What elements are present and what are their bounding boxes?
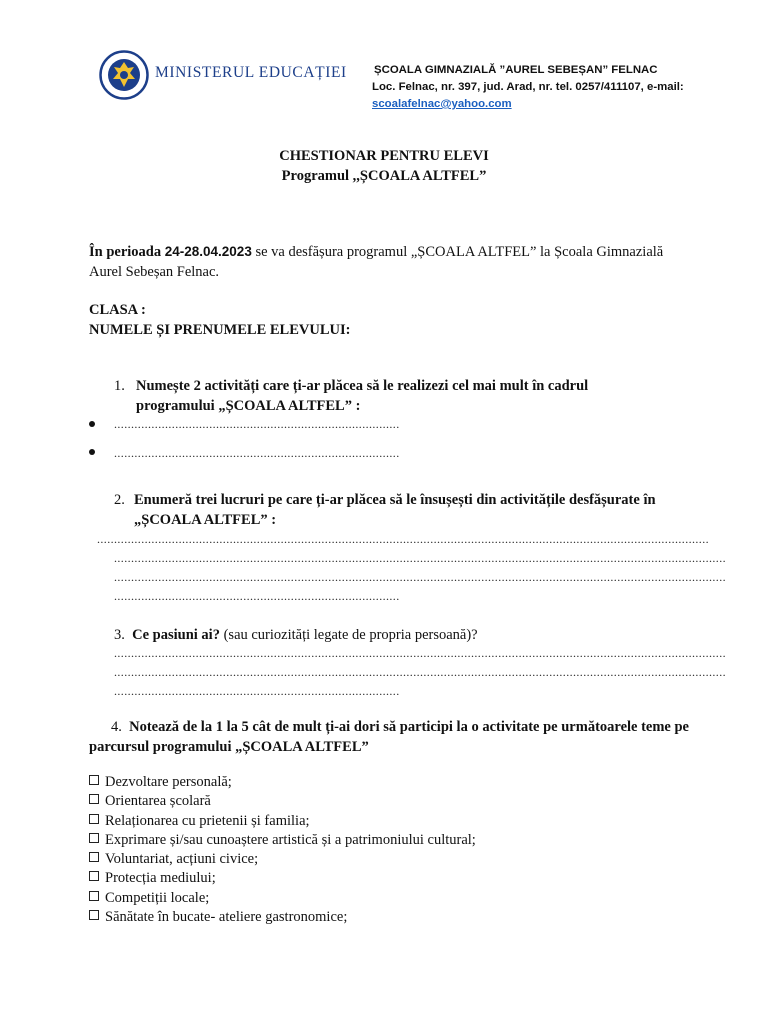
- topic-option[interactable]: Sănătate în bucate- ateliere gastronomice;: [89, 908, 476, 927]
- school-address: Loc. Felnac, nr. 397, jud. Arad, nr. tel. 0257/411107, e-mail:: [372, 81, 684, 93]
- intro-text-start: În perioada: [89, 244, 165, 260]
- document-title: CHESTIONAR PENTRU ELEVI: [279, 148, 489, 164]
- intro-dates: 24-28.04.2023: [164, 244, 252, 259]
- topic-option[interactable]: Competiții locale;: [89, 889, 476, 908]
- topic-option[interactable]: Exprimare și/sau cunoaștere artistică și a patrimoniului cultural;: [89, 831, 476, 850]
- ministry-name: MINISTERUL EDUCAȚIEI: [155, 64, 347, 81]
- checkbox-icon[interactable]: [89, 910, 99, 920]
- topic-options-list: [89, 773, 476, 927]
- question-1-number: 1.: [114, 378, 125, 394]
- question-3-number: 3.: [114, 627, 125, 643]
- class-label: CLASA :: [89, 302, 146, 318]
- question-4-number: 4.: [111, 719, 122, 735]
- question-3-text-bold: Ce pasiuni ai?: [132, 627, 220, 643]
- answer-line[interactable]: ....................................................................................: [114, 417, 400, 431]
- answer-line[interactable]: ....................................................................................................................................................................................: [97, 532, 709, 546]
- ministry-logo: [97, 50, 367, 100]
- topic-option[interactable]: Voluntariat, acțiuni civice;: [89, 850, 476, 869]
- document-subtitle: Programul ,,ȘCOALA ALTFEL”: [281, 168, 487, 184]
- government-seal-icon: [97, 50, 151, 100]
- topic-option[interactable]: Dezvoltare personală;: [89, 773, 476, 792]
- answer-line[interactable]: ....................................................................................................................................................................................: [114, 570, 726, 584]
- question-1: [114, 376, 634, 416]
- answer-line[interactable]: ....................................................................................: [114, 446, 400, 460]
- question-4-text: Notează de la 1 la 5 cât de mult ți-ai dori să participi la o activitate pe următoarele teme pe parcursul programului „ȘCOALA ALTFEL”: [89, 719, 689, 755]
- checkbox-icon[interactable]: [89, 814, 99, 824]
- school-email-link[interactable]: scoalafelnac@yahoo.com: [372, 98, 512, 110]
- school-name: ȘCOALA GIMNAZIALĂ ”AUREL SEBEȘAN” FELNAC: [374, 64, 658, 76]
- school-header: [372, 62, 762, 113]
- topic-option[interactable]: Orientarea școlară: [89, 792, 476, 811]
- checkbox-icon[interactable]: [89, 794, 99, 804]
- question-2-number: 2.: [114, 492, 125, 508]
- intro-paragraph: [89, 242, 689, 282]
- checkbox-icon[interactable]: [89, 871, 99, 881]
- bullet: [89, 449, 95, 455]
- checkbox-icon[interactable]: [89, 891, 99, 901]
- answer-line[interactable]: ....................................................................................................................................................................................: [114, 551, 726, 565]
- bullet: [89, 421, 95, 427]
- answer-line[interactable]: ....................................................................................: [114, 684, 400, 698]
- topic-option[interactable]: Relaționarea cu prietenii și familia;: [89, 812, 476, 831]
- answer-line[interactable]: ....................................................................................................................................................................................: [114, 646, 726, 660]
- answer-line[interactable]: ....................................................................................................................................................................................: [114, 665, 726, 679]
- question-3: [114, 625, 714, 645]
- question-1-text: Numește 2 activități care ți-ar plăcea să le realizezi cel mai mult în cadrul programului „ȘCOALA ALTFEL” :: [136, 378, 589, 414]
- intro-text-end: se va desfășura programul „ȘCOALA ALTFEL” la Școala Gimnazială Aurel Sebeșan Felnac.: [89, 244, 664, 280]
- answer-line[interactable]: ....................................................................................: [114, 589, 400, 603]
- question-2-text: Enumeră trei lucruri pe care ți-ar plăcea să le însușești din activitățile desfășurate în „ȘCOALA ALTFEL” :: [134, 492, 656, 528]
- question-2: [114, 490, 694, 530]
- checkbox-icon[interactable]: [89, 775, 99, 785]
- checkbox-icon[interactable]: [89, 852, 99, 862]
- checkbox-icon[interactable]: [89, 833, 99, 843]
- student-name-label: NUMELE ȘI PRENUMELE ELEVULUI:: [89, 322, 351, 338]
- question-4: [89, 717, 689, 757]
- topic-option[interactable]: Protecția mediului;: [89, 869, 476, 888]
- question-3-text-normal: (sau curiozități legate de propria persoană)?: [219, 627, 478, 643]
